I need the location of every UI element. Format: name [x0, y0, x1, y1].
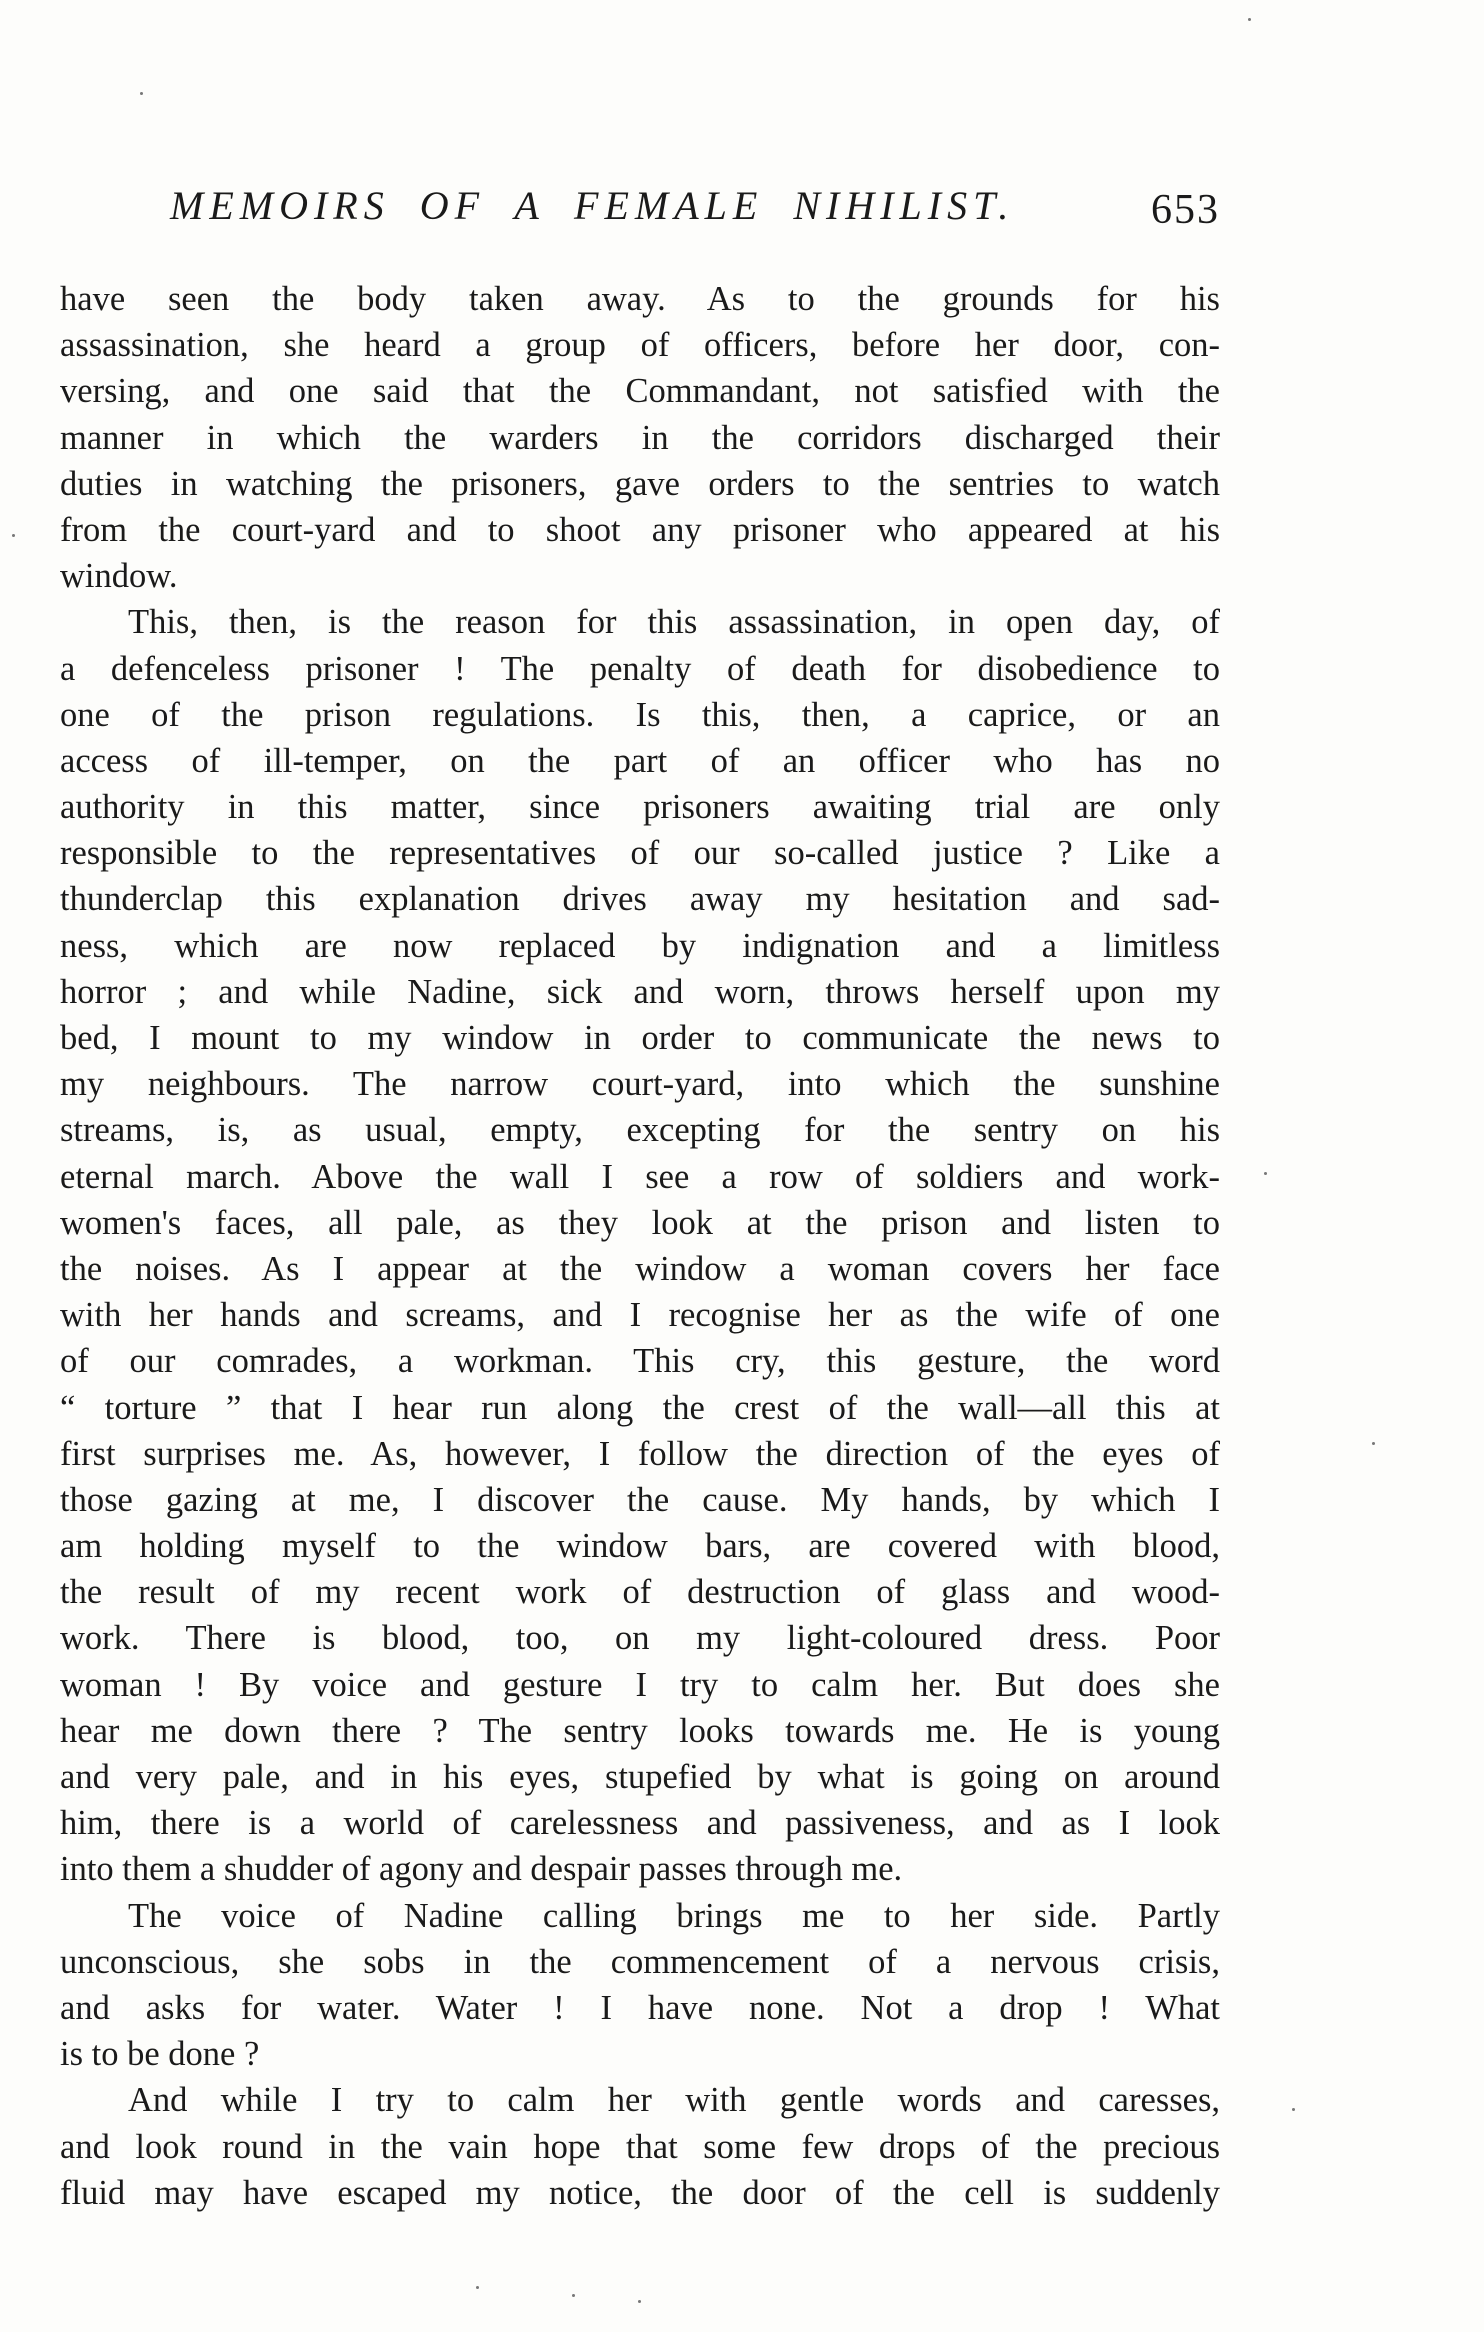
text-line: unconscious, she sobs in the commencement of a nervous crisis,	[60, 1942, 1220, 1981]
scan-speck	[1372, 1442, 1375, 1445]
text-line: horror ; and while Nadine, sick and worn, throws herself upon my	[60, 972, 1220, 1011]
text-line: is to be done ?	[60, 2035, 260, 2074]
scan-speck	[638, 2300, 641, 2303]
text-line: and look round in the vain hope that some few drops of the precious	[60, 2127, 1220, 2166]
text-line: my neighbours. The narrow court-yard, into which the sunshine	[60, 1065, 1220, 1104]
text-line: woman ! By voice and gesture I try to calm her. But does she	[60, 1665, 1220, 1704]
text-line: have seen the body taken away. As to the grounds for his	[60, 280, 1220, 318]
text-line: responsible to the representatives of our so-called justice ? Like a	[60, 834, 1220, 873]
text-line: and very pale, and in his eyes, stupefied by what is going on around	[60, 1758, 1220, 1796]
text-line: hear me down there ? The sentry looks towards me. He is young	[60, 1711, 1220, 1750]
text-line: bed, I mount to my window in order to communicate the news to	[60, 1019, 1220, 1057]
text-line: “ torture ” that I hear run along the crest of the wall—all this at	[60, 1388, 1220, 1427]
text-line: him, there is a world of carelessness and passiveness, and as I look	[60, 1804, 1220, 1843]
text-line: window.	[60, 557, 178, 596]
text-line: The voice of Nadine calling brings me to her side. Partly	[128, 1896, 1220, 1935]
text-line: a defenceless prisoner ! The penalty of death for disobedience to	[60, 649, 1220, 688]
text-line: eternal march. Above the wall I see a row of soldiers and work-	[60, 1157, 1220, 1196]
scan-speck	[140, 92, 143, 95]
page-number: 653	[1151, 187, 1220, 233]
text-line: authority in this matter, since prisoners awaiting trial are only	[60, 788, 1220, 827]
text-line: the result of my recent work of destruction of glass and wood-	[60, 1573, 1220, 1612]
scan-speck	[1264, 1172, 1267, 1175]
text-line: first surprises me. As, however, I follow the direction of the eyes of	[60, 1434, 1220, 1473]
text-line: those gazing at me, I discover the cause. My hands, by which I	[60, 1480, 1220, 1519]
text-line: And while I try to calm her with gentle words and caresses,	[128, 2081, 1220, 2120]
text-line: assassination, she heard a group of officers, before her door, con-	[60, 326, 1220, 365]
text-line: This, then, is the reason for this assassination, in open day, of	[128, 603, 1220, 642]
scan-speck	[572, 2294, 575, 2297]
text-line: versing, and one said that the Commandant, not satisfied with the	[60, 372, 1220, 411]
running-title: MEMOIRS OF A FEMALE NIHILIST.	[170, 183, 1015, 228]
text-line: work. There is blood, too, on my light-coloured dress. Poor	[60, 1619, 1220, 1658]
text-line: ness, which are now replaced by indignation and a limitless	[60, 926, 1220, 965]
scan-speck	[476, 2286, 479, 2289]
scan-speck	[12, 534, 15, 537]
text-line: of our comrades, a workman. This cry, this gesture, the word	[60, 1342, 1220, 1381]
text-line: from the court-yard and to shoot any prisoner who appeared at his	[60, 510, 1220, 549]
scan-speck	[1248, 18, 1251, 21]
text-line: am holding myself to the window bars, are covered with blood,	[60, 1527, 1220, 1566]
body-text	[60, 276, 1220, 2216]
text-line: with her hands and screams, and I recognise her as the wife of one	[60, 1296, 1220, 1335]
text-line: the noises. As I appear at the window a woman covers her face	[60, 1249, 1220, 1288]
text-line: streams, is, as usual, empty, excepting for the sentry on his	[60, 1111, 1220, 1150]
scan-speck	[1292, 2108, 1295, 2111]
text-line: women's faces, all pale, as they look at the prison and listen to	[60, 1203, 1220, 1242]
text-line: manner in which the warders in the corridors discharged their	[60, 418, 1220, 457]
text-line: into them a shudder of agony and despair passes through me.	[60, 1850, 903, 1889]
text-line: duties in watching the prisoners, gave orders to the sentries to watch	[60, 464, 1220, 503]
text-line: one of the prison regulations. Is this, then, a caprice, or an	[60, 695, 1220, 734]
text-line: access of ill-temper, on the part of an officer who has no	[60, 741, 1220, 780]
text-line: and asks for water. Water ! I have none. Not a drop ! What	[60, 1988, 1220, 2027]
running-head	[170, 182, 1220, 242]
text-line: fluid may have escaped my notice, the door of the cell is suddenly	[60, 2173, 1220, 2212]
text-line: thunderclap this explanation drives away my hesitation and sad-	[60, 880, 1220, 919]
